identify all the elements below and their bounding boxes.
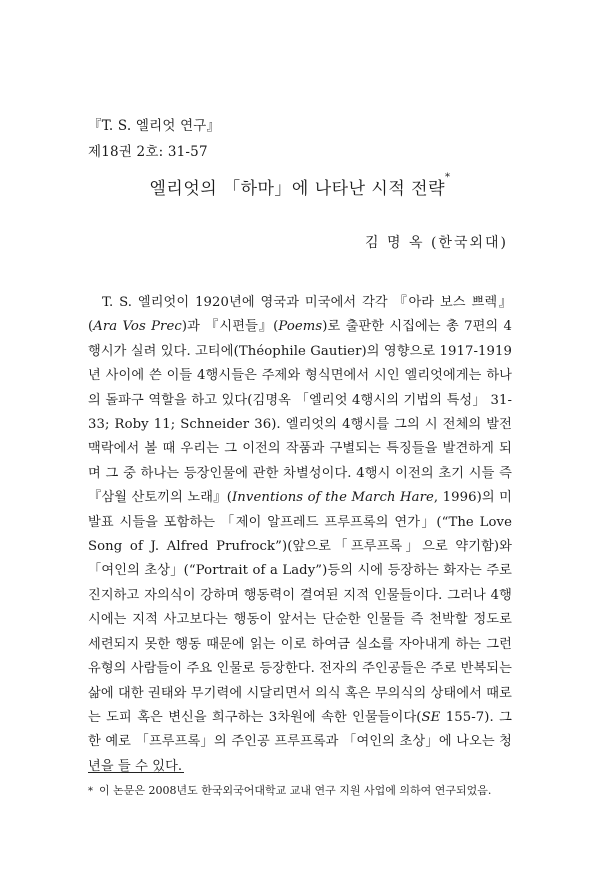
journal-header bbox=[88, 113, 220, 165]
p1-se: SE bbox=[421, 709, 441, 725]
p1-inventions: Inventions of the March Hare bbox=[232, 490, 434, 506]
article-title bbox=[0, 174, 600, 199]
title-footnote-marker: * bbox=[445, 172, 451, 183]
p1-poems: Poems bbox=[278, 319, 323, 335]
p1-segment-a: T. S. 엘리엇이 1920년에 영국과 미국에서 각각 『아라 보스 쁘렉』( bbox=[88, 295, 512, 335]
journal-name: 『T. S. 엘리엇 연구』 bbox=[88, 118, 221, 134]
footnote bbox=[88, 783, 518, 800]
article-author: 김 명 옥 (한국외대) bbox=[365, 235, 508, 251]
p1-ara-vos-prec: Ara Vos Prec bbox=[93, 319, 182, 335]
footnote-marker: * bbox=[88, 786, 93, 797]
p1-segment-c: )로 출판한 시집에는 총 7편의 4행시가 실려 있다. 고티에(Théophile Gautier)의 영향으로 1917-1919년 사이에 쓴 이들 4행시들은 주제와 형식면에서 시인 엘리엇에게는 하나의 돌파구 역할을 하고 있다(김명옥 「엘리엇 4행시의 기법의 특성」 31-33; Roby 11; Schneider 36). 엘리엇의 4행시를 그의 시 전체의 발전 맥락에서 볼 때 우리는 그 이전의 작품과 구별되는 특징들을 발견하게 되며 그 중 하나는 등장인물에 관한 차별성이다. 4행시 이전의 초기 시들 즉 『삼월 산토끼의 노래』( bbox=[88, 319, 512, 506]
volume-info: 제18권 2호: 31-57 bbox=[88, 144, 208, 160]
p1-segment-e: 155-7). 그 한 예로 「프루프록」의 주인공 프루프록과 「여인의 초상」에 나오는 청년을 들 수 있다. bbox=[88, 709, 512, 774]
article-title-text: 엘리엇의 「하마」에 나타난 시적 전략 bbox=[149, 179, 446, 199]
p1-segment-d: , 1996)의 미발표 시들을 포함하는 「제이 알프레드 프루프록의 연가」(“The Love Song of J. Alfred Prufrock”)(앞으로「프루프록」으로 약기함)와 「여인의 초상」(“Portrait of a Lady”)등의 시에 등장하는 화자는 주로 진지하고 자의식이 강하며 행동력이 결여된 지적 인물들이다. 그러나 4행시에는 지적 사고보다는 행동이 앞서는 단순한 인물들 즉 천박할 정도로 세련되지 못한 행동 때문에 읽는 이로 하여금 실소를 자아내게 하는 그런 유형의 사람들이 주요 인물로 등장한다. 전자의 주인공들은 주로 반복되는 삶에 대한 권태와 무기력에 시달리면서 의식 혹은 무의식의 상태에서 때로는 도피 혹은 변신을 희구하는 3차원에 속한 인물들이다( bbox=[88, 490, 512, 725]
footnote-divider bbox=[88, 772, 184, 773]
body-paragraph bbox=[88, 291, 512, 779]
footnote-text: 이 논문은 2008년도 한국외국어대학교 교내 연구 지원 사업에 의하여 연구되었음. bbox=[99, 784, 492, 797]
p1-segment-b: )과 『시편들』( bbox=[181, 319, 279, 335]
